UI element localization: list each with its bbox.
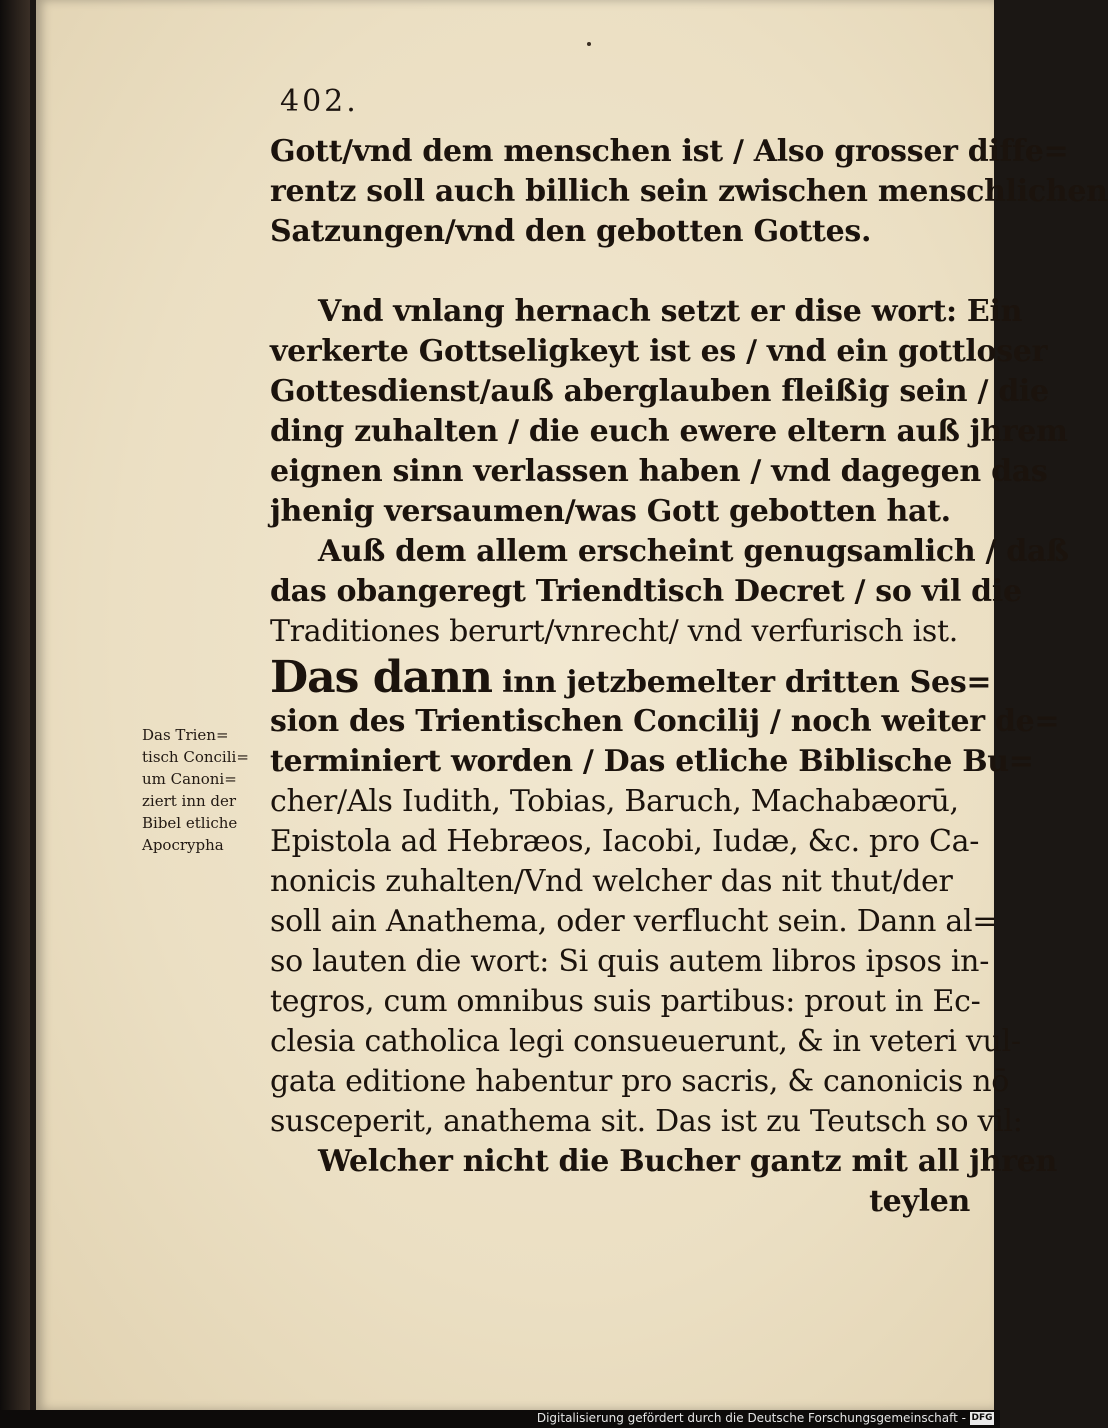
text-line: Gott/vnd dem menschen ist / Also grosser diffe= bbox=[270, 134, 1069, 169]
dfg-logo: DFG bbox=[971, 1413, 993, 1423]
text-line: gata editione habentur pro sacris, & canonicis nō bbox=[270, 1064, 1010, 1099]
text-line: das obangeregt Triendtisch Decret / so vil die bbox=[270, 574, 1022, 609]
text-line: Welcher nicht die Bucher gantz mit all jhren bbox=[318, 1144, 1058, 1179]
text-line: ding zuhalten / die euch ewere eltern auß jhrem bbox=[270, 414, 1068, 449]
footer-bar bbox=[0, 1410, 1000, 1428]
text-line: rentz soll auch billich sein zwischen menschlichen bbox=[270, 174, 1108, 209]
catchword: teylen bbox=[869, 1184, 970, 1219]
text-line: verkerte Gottseligkeyt ist es / vnd ein gottloser bbox=[270, 334, 1048, 369]
text-line: Vnd vnlang hernach setzt er dise wort: Ein bbox=[318, 294, 1023, 329]
text-line: eignen sinn verlassen haben / vnd dagegen das bbox=[270, 454, 1048, 489]
text-line: Gottesdienst/auß aberglauben fleißig sein / die bbox=[270, 374, 1049, 409]
paragraph-3 bbox=[270, 652, 1060, 1222]
text-line: Satzungen/vnd den gebotten Gottes. bbox=[270, 214, 872, 249]
text-line: sion des Trientischen Concilij / noch weiter de= bbox=[270, 704, 1060, 739]
text-line: jhenig versaumen/was Gott gebotten hat. bbox=[270, 494, 951, 529]
text-line: soll ain Anathema, oder verflucht sein. Dann al= bbox=[270, 904, 998, 939]
opening-line-rest: inn jetzbemelter dritten Ses= bbox=[492, 665, 992, 700]
text-line bbox=[270, 652, 992, 703]
text-line: terminiert worden / Das etliche Biblische Bu= bbox=[270, 744, 1034, 779]
margin-note-line: tisch Concili= bbox=[142, 748, 249, 766]
text-line: Traditiones berurt/vnrecht/ vnd verfurisch ist. bbox=[270, 614, 959, 649]
page-number: 402. bbox=[280, 84, 359, 119]
margin-note-line: ziert inn der bbox=[142, 792, 237, 810]
text-line: so lauten die wort: Si quis autem libros ipsos in- bbox=[270, 944, 990, 979]
text-line: tegros, cum omnibus suis partibus: prout in Ec- bbox=[270, 984, 981, 1019]
text-line: clesia catholica legi consueuerunt, & in veteri vul- bbox=[270, 1024, 1021, 1059]
margin-note bbox=[142, 724, 270, 856]
text-line: Epistola ad Hebræos, Iacobi, Iudæ, &c. pro Ca- bbox=[270, 824, 980, 859]
text-line: nonicis zuhalten/Vnd welcher das nit thut/der bbox=[270, 864, 953, 899]
margin-note-line: Bibel etliche bbox=[142, 814, 238, 832]
scan-edge bbox=[0, 0, 30, 1428]
margin-note-line: Das Trien= bbox=[142, 726, 229, 744]
text-line: Auß dem allem erscheint genugsamlich / daß bbox=[318, 534, 1069, 569]
margin-note-line: um Canoni= bbox=[142, 770, 237, 788]
emphasized-opening: Das dann bbox=[270, 652, 493, 703]
paragraph-1 bbox=[270, 132, 1108, 252]
text-line: cher/Als Iudith, Tobias, Baruch, Machabæorū, bbox=[270, 784, 959, 819]
ink-speck bbox=[587, 42, 591, 46]
margin-note-line: Apocrypha bbox=[142, 836, 224, 854]
footer-credit: Digitalisierung gefördert durch die Deutsche Forschungsgemeinschaft - bbox=[536, 1411, 966, 1425]
text-line: susceperit, anathema sit. Das ist zu Teutsch so vil: bbox=[270, 1104, 1023, 1139]
paragraph-2 bbox=[270, 292, 1069, 652]
